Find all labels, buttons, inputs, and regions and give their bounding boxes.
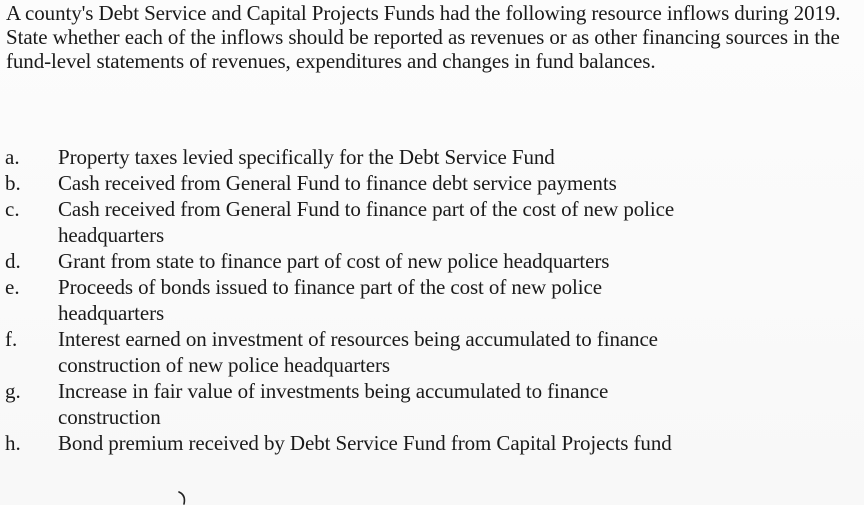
- item-text: Property taxes levied specifically for the Debt Service Fund: [58, 145, 555, 169]
- inflow-list: [0, 144, 864, 456]
- list-item-e: [0, 274, 864, 326]
- item-text: Cash received from General Fund to finance part of the cost of new police headquarters: [58, 197, 675, 247]
- list-item-g: [0, 378, 864, 430]
- item-letter: e.: [5, 275, 20, 299]
- item-text: Bond premium received by Debt Service Fund from Capital Projects fund: [58, 431, 672, 455]
- item-letter: b.: [5, 171, 21, 195]
- item-letter: g.: [5, 379, 21, 403]
- list-item-c: [0, 196, 864, 248]
- item-letter: c.: [5, 197, 20, 221]
- list-item-d: [0, 248, 864, 274]
- list-item-a: [0, 144, 864, 170]
- problem-intro: A county's Debt Service and Capital Projects Funds had the following resource inflows during 2019. State whether each of the inflows should be reported as revenues or as other financing sources in the fund-level statements of revenues, expenditures and changes in fund balances.: [6, 1, 841, 73]
- item-letter: d.: [5, 249, 21, 273]
- list-item-h: [0, 430, 864, 456]
- pen-mark-icon: [178, 491, 190, 505]
- item-text: Proceeds of bonds issued to finance part of the cost of new police headquarters: [58, 275, 602, 325]
- item-letter: f.: [5, 327, 18, 351]
- item-text: Cash received from General Fund to finance debt service payments: [58, 171, 617, 195]
- list-item-f: [0, 326, 864, 378]
- item-text: Interest earned on investment of resources being accumulated to finance construction of new police headquarters: [58, 327, 658, 377]
- item-text: Grant from state to finance part of cost of new police headquarters: [58, 249, 610, 273]
- item-text: Increase in fair value of investments being accumulated to finance construction: [58, 379, 609, 429]
- item-letter: h.: [5, 431, 21, 455]
- list-item-b: [0, 170, 864, 196]
- item-letter: a.: [5, 145, 20, 169]
